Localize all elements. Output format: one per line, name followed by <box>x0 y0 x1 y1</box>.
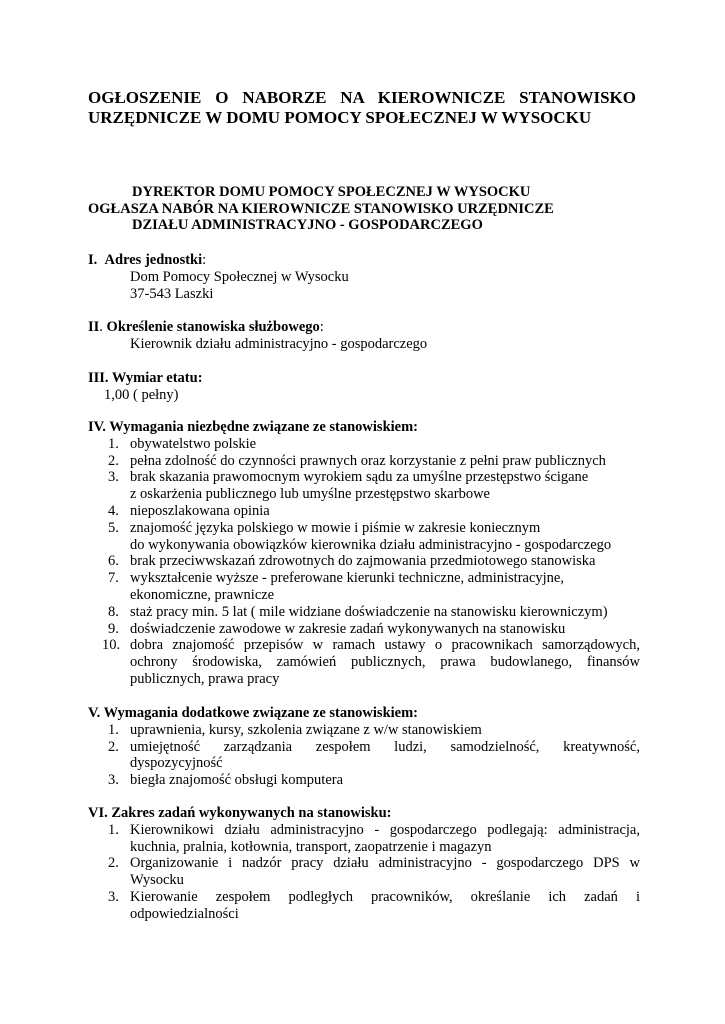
list-item: 9. doświadczenie zawodowe w zakresie zadań wykonywanych na stanowisku <box>108 620 566 637</box>
section-working-time <box>88 370 640 404</box>
list-item: 2. Organizowanie i nadzór pracy działu administracyjno - gospodarczego DPS w Wysocku <box>108 855 640 889</box>
section-position <box>88 319 640 353</box>
list-item: 1. obywatelstwo polskie <box>108 435 257 452</box>
section-number: I. <box>88 252 98 268</box>
section-label: V. Wymagania dodatkowe związane ze stanowiskiem: <box>88 705 419 721</box>
section-label: III. Wymiar etatu: <box>88 370 203 386</box>
list-item: 7. wykształcenie wyższe - preferowane kierunki techniczne, administracyjne, ekonomiczne, prawnicze <box>108 570 564 603</box>
position-name: Kierownik działu administracyjno - gospodarczego <box>130 335 428 352</box>
document-title <box>88 88 636 128</box>
title-line-1: OGŁOSZENIE O NABORZE NA KIEROWNICZE STANOWISKO <box>88 88 636 107</box>
section-heading <box>88 370 640 387</box>
section-heading <box>88 419 640 436</box>
list-item: 3. brak skazania prawomocnym wyrokiem sądu za umyślne przestępstwo ścigane z oskarżenia publicznego lub umyślne przestępstwo skarbowe <box>108 469 589 503</box>
section-address <box>88 252 640 302</box>
section-heading <box>88 319 640 336</box>
announcement-heading <box>88 184 648 234</box>
section-label: Adres jednostki <box>104 252 203 268</box>
list-item: 1. Kierownikowi działu administracyjno - gospodarczego podlegają: administracja, kuchnia, pralnia, kotłownia, transport, zaopatrzenie i magazyn <box>108 821 640 855</box>
list-item: 1. uprawnienia, kursy, szkolenia związane z w/w stanowiskiem <box>108 721 482 738</box>
section-label: Określenie stanowiska służbowego <box>106 319 320 335</box>
section-label: VI. Zakres zadań wykonywanych na stanowisku: <box>88 805 392 821</box>
section-required <box>88 419 640 688</box>
section-label: IV. Wymagania niezbędne związane ze stanowiskiem: <box>88 419 419 435</box>
section-colon: : <box>319 319 324 335</box>
address-line-1: Dom Pomocy Społecznej w Wysocku <box>130 268 349 285</box>
working-time-value: 1,00 ( pełny) <box>104 386 179 403</box>
requirements-list <box>88 436 640 688</box>
announcement-line-2: OGŁASZA NABÓR NA KIEROWNICZE STANOWISKO URZĘDNICZE <box>88 200 554 217</box>
list-item: 4. nieposzlakowana opinia <box>108 502 270 519</box>
title-line-2: URZĘDNICZE W DOMU POMOCY SPOŁECZNEJ W WYSOCKU <box>88 108 592 127</box>
section-heading <box>88 805 640 822</box>
announcement-line-3: DZIAŁU ADMINISTRACYJNO - GOSPODARCZEGO <box>132 217 483 233</box>
list-item: 3. biegła znajomość obsługi komputera <box>108 772 344 789</box>
list-item: 2. pełna zdolność do czynności prawnych oraz korzystanie z pełni praw publicznych <box>108 452 606 469</box>
section-duties <box>88 805 640 923</box>
list-item: 8. staż pracy min. 5 lat ( mile widziane doświadczenie na stanowisku kierowniczym) <box>108 603 608 620</box>
section-additional <box>88 705 640 789</box>
list-item: 10. dobra znajomość przepisów w ramach ustawy o pracownikach samorządowych, ochrony środowiska, zamówień publicznych, prawa budowlanego, finansów publicznych, prawa pracy <box>102 637 640 687</box>
additional-list <box>88 722 640 789</box>
list-item: 2. umiejętność zarządzania zespołem ludzi, samodzielność, kreatywność, dyspozycyjność <box>108 738 640 772</box>
section-colon: : <box>202 252 207 268</box>
section-number: II <box>88 319 100 335</box>
announcement-line-1: DYREKTOR DOMU POMOCY SPOŁECZNEJ W WYSOCKU <box>132 184 531 200</box>
duties-list <box>88 822 640 923</box>
address-line-2: 37-543 Laszki <box>130 285 214 302</box>
section-dot: . <box>99 319 103 335</box>
list-item: 3. Kierowanie zespołem podległych pracowników, określanie ich zadań i odpowiedzialności <box>108 888 640 922</box>
list-item: 5. znajomość języka polskiego w mowie i piśmie w zakresie koniecznym do wykonywania obowiązków kierownika działu administracyjno - gospodarczego <box>108 519 612 553</box>
list-item: 6. brak przeciwwskazań zdrowotnych do zajmowania przedmiotowego stanowiska <box>108 553 596 570</box>
section-heading <box>88 252 640 269</box>
section-heading <box>88 705 640 722</box>
